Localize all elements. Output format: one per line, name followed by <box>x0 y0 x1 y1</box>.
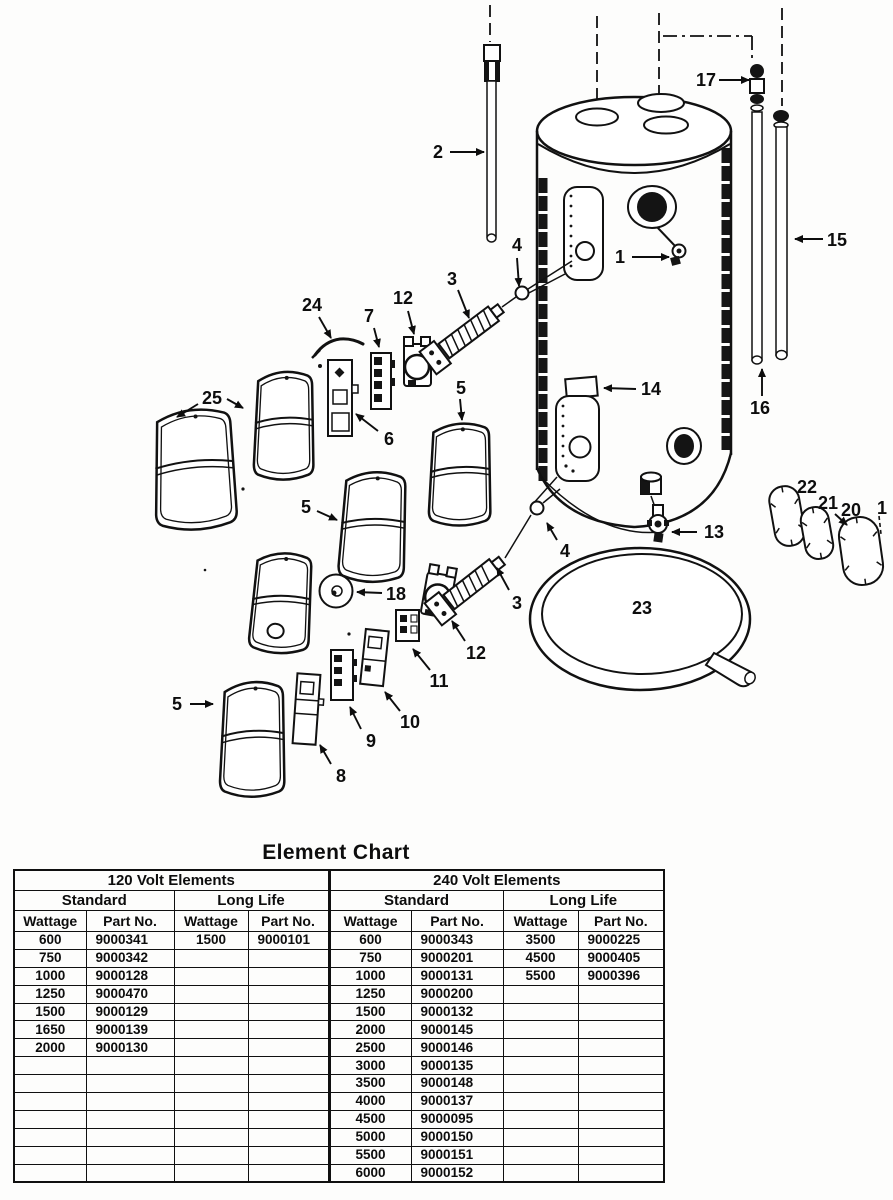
part-no-cell: 9000151 <box>411 1146 503 1164</box>
table-row <box>14 1075 664 1093</box>
wattage-cell: 1250 <box>14 985 86 1003</box>
part-no-cell: 9000405 <box>578 949 664 967</box>
part-no-cell: 9000225 <box>578 932 664 950</box>
wattage-cell: 3500 <box>329 1075 411 1093</box>
tp-valve-opening <box>628 186 676 247</box>
lower-access-opening <box>556 396 599 481</box>
wattage-cell <box>503 1128 578 1146</box>
table-row <box>14 1021 664 1039</box>
group-header: Standard <box>329 891 503 911</box>
bracket-8 <box>293 673 326 745</box>
part-number-label: 6 <box>383 429 395 449</box>
element-gasket-lower <box>531 502 544 515</box>
column-header: Part No. <box>578 911 664 932</box>
part-no-cell <box>248 967 329 985</box>
part-number-label: 17 <box>695 70 717 90</box>
part-number-label: 2 <box>432 142 444 162</box>
part-no-cell: 9000341 <box>86 932 174 950</box>
wattage-cell: 1000 <box>14 967 86 985</box>
part-no-cell: 9000148 <box>411 1075 503 1093</box>
part-number-label: 20 <box>840 500 862 520</box>
part-no-cell: 9000200 <box>411 985 503 1003</box>
part-no-cell <box>86 1146 174 1164</box>
part-number-label: 5 <box>455 378 467 398</box>
group-header: Long Life <box>174 891 329 911</box>
part-number-label: 3 <box>446 269 458 289</box>
callout-arrow <box>458 290 469 318</box>
wattage-cell: 600 <box>329 932 411 950</box>
callout-arrow <box>452 621 465 641</box>
part-no-cell: 9000131 <box>411 967 503 985</box>
gasket-plate <box>799 505 836 561</box>
wattage-cell: 4500 <box>503 949 578 967</box>
drain-pan <box>530 548 757 690</box>
column-header: Wattage <box>14 911 86 932</box>
part-no-cell <box>248 1021 329 1039</box>
wattage-cell: 2500 <box>329 1039 411 1057</box>
part-no-cell <box>578 1093 664 1111</box>
wattage-cell: 750 <box>14 949 86 967</box>
wattage-cell <box>503 1021 578 1039</box>
thermostat-bracket <box>328 360 358 436</box>
wattage-cell <box>174 1093 248 1111</box>
part-no-cell <box>578 1003 664 1021</box>
grommet <box>320 575 353 608</box>
part-number-label: 5 <box>171 694 183 714</box>
wattage-cell <box>14 1110 86 1128</box>
part-number-label: 1 <box>614 247 626 267</box>
callout-arrow <box>357 592 382 593</box>
part-number-label: 9 <box>365 731 377 751</box>
part-no-cell <box>578 1164 664 1182</box>
part-no-cell: 9000139 <box>86 1021 174 1039</box>
wattage-cell <box>503 1164 578 1182</box>
part-number-label: 24 <box>301 295 323 315</box>
table-row <box>14 985 664 1003</box>
part-no-cell <box>248 1128 329 1146</box>
callout-arrow <box>356 414 378 431</box>
group-row <box>14 891 664 911</box>
tank-fitting <box>670 245 685 266</box>
column-header: Wattage <box>174 911 248 932</box>
wattage-cell <box>503 1093 578 1111</box>
wattage-cell <box>174 1039 248 1057</box>
part-no-cell <box>248 1110 329 1128</box>
wattage-cell: 1500 <box>329 1003 411 1021</box>
table-row <box>14 1146 664 1164</box>
part-no-cell: 9000146 <box>411 1039 503 1057</box>
table-row <box>14 1039 664 1057</box>
part-no-cell <box>248 1093 329 1111</box>
part-number-label: 22 <box>796 477 818 497</box>
access-cover-panel <box>338 471 407 583</box>
wattage-cell <box>14 1164 86 1182</box>
part-number-label: 16 <box>749 398 771 418</box>
part-no-cell: 9000145 <box>411 1021 503 1039</box>
wattage-cell: 1250 <box>329 985 411 1003</box>
part-no-cell <box>86 1075 174 1093</box>
wattage-cell <box>174 1128 248 1146</box>
callout-arrow <box>497 568 509 590</box>
part-number-label: 8 <box>335 766 347 786</box>
outlet-tube <box>773 110 789 360</box>
part-no-cell <box>578 1146 664 1164</box>
chart-title: Element Chart <box>262 841 410 864</box>
part-number-label: 25 <box>201 388 223 408</box>
callout-arrow <box>547 523 557 540</box>
gasket-plate <box>836 515 885 588</box>
part-number-label: 7 <box>363 306 375 326</box>
callout-arrow <box>227 399 243 408</box>
section-row <box>14 870 664 891</box>
part-number-label: 12 <box>392 288 414 308</box>
drain-valve <box>647 505 669 543</box>
part-number-label: 11 <box>429 671 449 691</box>
part-number-label: 21 <box>817 493 839 513</box>
callout-arrow <box>517 258 519 286</box>
part-no-cell: 9000342 <box>86 949 174 967</box>
wattage-cell <box>174 1110 248 1128</box>
column-header: Wattage <box>329 911 411 932</box>
part-no-cell: 9000135 <box>411 1057 503 1075</box>
part-no-cell <box>578 1075 664 1093</box>
access-cover-panel <box>254 372 314 480</box>
dip-tube <box>752 112 762 364</box>
access-cover-panel <box>220 682 284 797</box>
part-number-label: 12 <box>465 643 487 663</box>
part-no-cell <box>86 1057 174 1075</box>
access-cover-panel <box>429 424 490 526</box>
wattage-cell: 6000 <box>329 1164 411 1182</box>
callout-arrow <box>385 692 400 711</box>
part-number-label: 14 <box>640 379 662 399</box>
wattage-cell: 2000 <box>329 1021 411 1039</box>
wattage-cell <box>174 1057 248 1075</box>
wattage-cell <box>14 1128 86 1146</box>
bracket-10 <box>360 629 389 686</box>
part-number-label: 13 <box>703 522 725 542</box>
table-row <box>14 1128 664 1146</box>
part-no-cell: 9000130 <box>86 1039 174 1057</box>
callout-arrow <box>319 317 331 338</box>
part-no-cell: 9000128 <box>86 967 174 985</box>
wattage-cell: 1650 <box>14 1021 86 1039</box>
column-header: Wattage <box>503 911 578 932</box>
part-no-cell: 9000137 <box>411 1093 503 1111</box>
heating-element-upper <box>420 261 572 374</box>
part-no-cell <box>248 1003 329 1021</box>
part-no-cell <box>86 1110 174 1128</box>
callout-arrow <box>317 511 337 520</box>
table-row <box>14 1110 664 1128</box>
part-no-cell <box>248 1057 329 1075</box>
wattage-cell <box>503 1110 578 1128</box>
upper-access-opening <box>564 187 603 280</box>
part-no-cell: 9000095 <box>411 1110 503 1128</box>
table-row <box>14 1003 664 1021</box>
callout-arrow <box>413 649 430 670</box>
part-no-cell: 9000152 <box>411 1164 503 1182</box>
wattage-cell: 1500 <box>14 1003 86 1021</box>
wattage-cell: 4000 <box>329 1093 411 1111</box>
wattage-cell <box>503 1057 578 1075</box>
dip-tube-fitting <box>750 64 764 111</box>
part-number-label: 15 <box>826 230 848 250</box>
callout-arrow <box>460 399 462 420</box>
part-no-cell <box>248 1039 329 1057</box>
callout-arrow <box>374 328 379 347</box>
table-row <box>14 949 664 967</box>
wattage-cell <box>14 1093 86 1111</box>
wattage-cell <box>14 1075 86 1093</box>
part-no-cell <box>578 1057 664 1075</box>
wattage-cell <box>503 985 578 1003</box>
thermostat-upper <box>371 353 395 409</box>
part-no-cell: 9000150 <box>411 1128 503 1146</box>
wattage-cell: 750 <box>329 949 411 967</box>
part-no-cell <box>578 985 664 1003</box>
callout-arrow <box>408 311 414 334</box>
part-no-cell: 9000343 <box>411 932 503 950</box>
part-no-cell <box>86 1164 174 1182</box>
access-cover-panel <box>248 552 313 655</box>
part-no-cell <box>248 985 329 1003</box>
column-header: Part No. <box>411 911 503 932</box>
wattage-cell <box>503 1075 578 1093</box>
part-no-cell <box>248 1164 329 1182</box>
wattage-cell <box>174 985 248 1003</box>
part-no-cell: 9000101 <box>248 932 329 950</box>
part-no-cell: 9000201 <box>411 949 503 967</box>
wattage-cell: 600 <box>14 932 86 950</box>
column-header: Part No. <box>248 911 329 932</box>
wattage-cell: 1500 <box>174 932 248 950</box>
anode-rod <box>484 45 500 242</box>
wattage-cell: 2000 <box>14 1039 86 1057</box>
column-row <box>14 911 664 932</box>
water-heater-tank <box>525 94 731 533</box>
part-no-cell <box>578 1110 664 1128</box>
part-number-label: 5 <box>300 497 312 517</box>
part-no-cell: 9000396 <box>578 967 664 985</box>
wattage-cell <box>174 949 248 967</box>
group-header: Standard <box>14 891 174 911</box>
part-no-cell <box>86 1128 174 1146</box>
table-row <box>14 932 664 950</box>
part-no-cell <box>86 1093 174 1111</box>
element-chart-table <box>13 869 665 1183</box>
wattage-cell <box>503 1039 578 1057</box>
wattage-cell <box>174 967 248 985</box>
table-row <box>14 1093 664 1111</box>
section-header: 240 Volt Elements <box>329 870 664 891</box>
element-gasket-upper <box>516 287 529 300</box>
thermostat-lower <box>331 650 357 700</box>
callout-arrow <box>320 745 331 764</box>
part-no-cell <box>248 1075 329 1093</box>
part-no-cell <box>248 1146 329 1164</box>
part-no-cell <box>578 1021 664 1039</box>
part-no-cell: 9000470 <box>86 985 174 1003</box>
part-number-label: 10 <box>399 712 421 732</box>
wattage-cell <box>174 1164 248 1182</box>
part-no-cell <box>578 1128 664 1146</box>
column-header: Part No. <box>86 911 174 932</box>
wattage-cell: 5000 <box>329 1128 411 1146</box>
wattage-cell: 4500 <box>329 1110 411 1128</box>
wattage-cell: 5500 <box>503 967 578 985</box>
section-header: 120 Volt Elements <box>14 870 329 891</box>
part-no-cell <box>578 1039 664 1057</box>
wattage-cell <box>14 1146 86 1164</box>
part-number-label: 18 <box>385 584 407 604</box>
wattage-cell <box>174 1075 248 1093</box>
wattage-cell: 5500 <box>329 1146 411 1164</box>
high-limit-switch <box>396 610 419 641</box>
wattage-cell: 3500 <box>503 932 578 950</box>
wattage-cell <box>174 1021 248 1039</box>
wattage-cell <box>14 1057 86 1075</box>
element-chart-table-wrap <box>13 869 665 1183</box>
callout-arrow <box>604 388 636 389</box>
wattage-cell <box>503 1146 578 1164</box>
table-row <box>14 1057 664 1075</box>
part-number-label: 4 <box>511 235 523 255</box>
part-number-label: 23 <box>631 598 653 618</box>
part-no-cell <box>248 949 329 967</box>
wattage-cell <box>174 1146 248 1164</box>
wattage-cell: 1000 <box>329 967 411 985</box>
part-number-label: 3 <box>511 593 523 613</box>
part-number-label: 1 <box>876 498 888 518</box>
table-row <box>14 1164 664 1182</box>
part-number-label: 4 <box>559 541 571 561</box>
part-no-cell: 9000129 <box>86 1003 174 1021</box>
part-no-cell: 9000132 <box>411 1003 503 1021</box>
wiring-clip <box>312 339 363 358</box>
wattage-cell: 3000 <box>329 1057 411 1075</box>
wattage-cell <box>174 1003 248 1021</box>
side-opening <box>667 428 701 464</box>
callout-arrow <box>350 707 361 729</box>
table-row <box>14 967 664 985</box>
wattage-cell <box>503 1003 578 1021</box>
access-cover-panel <box>151 408 238 532</box>
group-header: Long Life <box>503 891 664 911</box>
